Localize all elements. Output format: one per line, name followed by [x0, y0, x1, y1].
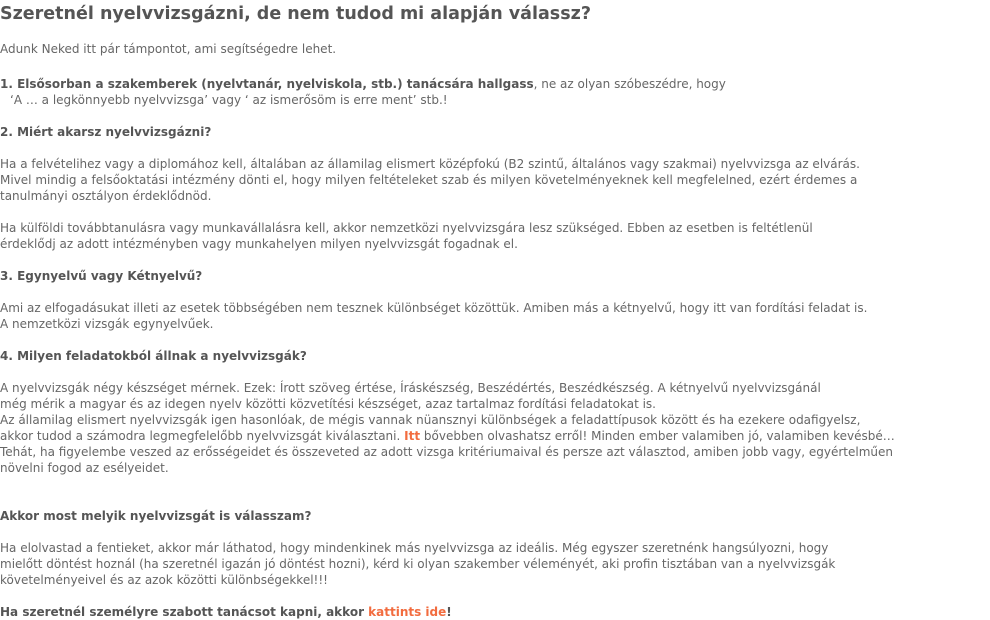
section-1-bold: 1. Elsősorban a szakemberek (nyelvtanár, nyelviskola, stb.) tanácsára hallgass	[0, 77, 534, 91]
text-line: növelni fogod az esélyeidet.	[0, 461, 169, 475]
page-title: Szeretnél nyelvvizsgázni, de nem tudod mi alapján válassz?	[0, 4, 591, 24]
text-line: Ha elolvastad a fentieket, akkor már láthatod, hogy mindenkinek más nyelvvizsga az ideális. Még egyszer szeretnénk hangsúlyozni, hogy	[0, 541, 829, 555]
text-line: Mivel mindig a felsőoktatási intézmény dönti el, hogy milyen feltételeket szab és milyen követelményeknek kell megfelelned, ezért érdemes a	[0, 173, 858, 187]
text-line: Ami az elfogadásukat illeti az esetek többségében nem tesznek különbséget közöttük. Amiben más a kétnyelvű, hogy itt van fordítási feladat is.	[0, 301, 868, 315]
text-line: A nyelvvizsgák négy készséget mérnek. Ezek: Írott szöveg értése, Íráskészség, Beszédértés, Beszédkészség. A kétnyelvű nyelvvizsgánál	[0, 381, 821, 395]
text-line: Az államilag elismert nyelvvizsgák igen hasonlóak, de mégis vannak nüansznyi különbségek a feladattípusok között és ha ezekere odafigyelsz,	[0, 413, 861, 427]
text-line: követelményeivel és az azok közötti különbségekkel!!!	[0, 573, 328, 587]
cta-line	[0, 604, 452, 620]
text-fragment: bővebben olvashatsz erről! Minden ember valamiben jó, valamiben kevésbé…	[420, 429, 895, 443]
section-1	[0, 76, 726, 108]
text-fragment: akkor tudod a számodra legmegfelelőbb nyelvvizsgát kiválasztani.	[0, 429, 405, 443]
text-line: még mérik a magyar és az idegen nyelv közötti közvetítési készséget, azaz tartalmaz fordítási feladatokat is.	[0, 397, 656, 411]
section-2-heading: 2. Miért akarsz nyelvvizsgázni?	[0, 125, 212, 139]
section-3-paragraph	[0, 300, 867, 332]
section-1-line2: ‘A … a legkönnyebb nyelvvizsga’ vagy ‘ az ismerősöm is erre ment’ stb.!	[10, 93, 448, 107]
section-3-heading: 3. Egynyelvű vagy Kétnyelvű?	[0, 269, 203, 283]
text-line	[0, 428, 895, 444]
cta-link[interactable]: kattints ide	[368, 605, 447, 619]
text-line: A nemzetközi vizsgák egynyelvűek.	[0, 317, 214, 331]
text-line: tanulmányi osztályon érdeklődnöd.	[0, 189, 212, 203]
section-2-paragraph-2	[0, 220, 813, 252]
section-4-heading: 4. Milyen feladatokból állnak a nyelvvizsgák?	[0, 349, 307, 363]
section-5-heading: Akkor most melyik nyelvvizsgát is válasszam?	[0, 509, 312, 523]
section-1-rest: , ne az olyan szóbeszédre, hogy	[533, 77, 726, 91]
text-line: mielőtt döntést hoznál (ha szeretnél igazán jó döntést hozni), kérd ki olyan szakember véleményét, aki profin tisztában van a nyelvvizsgák	[0, 557, 836, 571]
cta-text: Ha szeretnél személyre szabott tanácsot kapni, akkor	[0, 605, 369, 619]
text-line: érdeklődj az adott intézményben vagy munkahelyen milyen nyelvvizsgát fogadnak el.	[0, 237, 518, 251]
section-4-paragraph	[0, 380, 895, 476]
text-line: Ha a felvételihez vagy a diplomához kell, általában az államilag elismert középfokú (B2 szintű, általános vagy szakmai) nyelvvizsga az elvárás.	[0, 157, 860, 171]
cta-end: !	[446, 605, 452, 619]
itt-link[interactable]: Itt	[404, 429, 421, 443]
section-2-paragraph-1	[0, 156, 860, 204]
intro-text: Adunk Neked itt pár támpontot, ami segítségedre lehet.	[0, 42, 337, 56]
text-line: Ha külföldi továbbtanulásra vagy munkavállalásra kell, akkor nemzetközi nyelvvizsgára lesz szükséged. Ebben az esetben is feltétlenül	[0, 221, 813, 235]
section-5-paragraph	[0, 540, 835, 588]
text-line: Tehát, ha figyelembe veszed az erősségeidet és összeveted az adott vizsga kritériumaival és persze azt választod, amiben jobb vagy, egyértelműen	[0, 445, 893, 459]
